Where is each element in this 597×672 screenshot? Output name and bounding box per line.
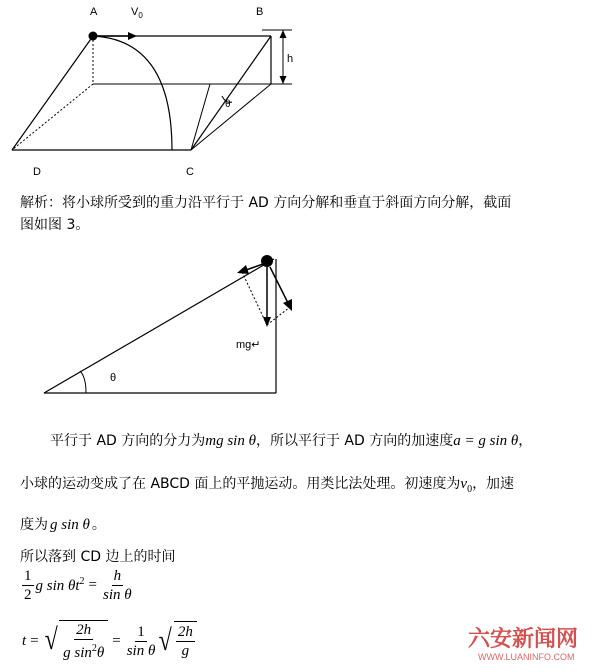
theta-arc-2 <box>80 371 86 393</box>
dashed-1 <box>242 272 267 325</box>
p4-text-2: 。 <box>91 517 106 533</box>
label-mg: mg↵ <box>236 339 261 351</box>
p3-formula-v0: $v_0$ <box>460 476 473 495</box>
paragraph-5: 所以落到 CD 边上的时间 <box>20 549 176 565</box>
eq2-equals-1: = <box>30 632 39 649</box>
equation-2 <box>22 620 197 662</box>
p3-text-1: 小球的运动变成了在 ABCD 面上的平抛运动。用类比法处理。初速度为 <box>20 476 461 492</box>
paragraph-1-continued: 图如图 3。 <box>20 217 90 233</box>
paragraph-3 <box>20 475 514 499</box>
ball <box>89 32 98 41</box>
label-a: A <box>90 6 98 18</box>
watermark-logo: 六安新闻网 <box>468 627 579 652</box>
eq2-sqrt-2: √ $\frac{2h}{g}$ <box>157 621 196 661</box>
label-h: h <box>287 53 294 65</box>
eq2-equals-2: = <box>112 632 121 649</box>
watermark-url: WWW.LUANINFO.COM <box>478 652 575 662</box>
eq1-equals: = <box>88 577 98 593</box>
h-arrow-up <box>280 30 287 38</box>
eq2-sqrt-1: √ $\frac{2h}{g \sin^2\theta}$ <box>43 620 109 662</box>
figure-2 <box>0 245 597 405</box>
label-theta-1: θ <box>225 99 231 110</box>
component-parallel-head <box>237 265 249 274</box>
component-perpendicular <box>270 267 288 303</box>
eq2-t: t <box>22 632 27 649</box>
paragraph-2 <box>50 432 532 450</box>
eq1-rhs-fraction: $\frac{h}{\text{sin θ}}$ <box>103 568 132 603</box>
label-b: B <box>256 6 264 18</box>
trajectory-curve <box>93 36 172 150</box>
eq1-lhs: g $\sin \theta t^2$ <box>35 576 85 594</box>
p2-text-1: 平行于 AD 方向的分力为 <box>50 433 206 449</box>
label-v0: $V_0$ <box>131 6 143 20</box>
p2-text-2: ，所以平行于 AD 方向的加速度 <box>255 433 454 449</box>
incline-hypotenuse <box>44 259 274 393</box>
gravity-arrowhead <box>263 317 271 327</box>
equation-1 <box>22 567 134 604</box>
figure-1 <box>0 0 597 185</box>
p4-formula: g sin θ <box>50 517 90 533</box>
edge-ad <box>12 36 93 150</box>
label-c: C <box>186 166 194 178</box>
velocity-arrowhead <box>128 32 137 40</box>
p2-text-3: ， <box>518 433 533 449</box>
paragraph-4 <box>20 516 106 534</box>
paragraph-1: 解析：将小球所受到的重力沿平行于 AD 方向分解和垂直于斜面方向分解，截面 <box>20 195 512 211</box>
eq1-half-fraction: $\frac{1}{2}$ <box>24 568 32 603</box>
p2-formula-1: mg sin θ <box>205 433 256 449</box>
p3-text-2: ，加速 <box>472 476 515 492</box>
inner-slope <box>191 84 210 150</box>
dashed-2 <box>267 307 290 325</box>
ball-2 <box>261 255 273 267</box>
p2-formula-2: a = g sin θ <box>453 433 519 449</box>
eq2-fraction: $\frac{1}{\text{sin θ}}$ <box>126 623 156 659</box>
edge-bc <box>191 36 271 150</box>
label-theta-2: θ <box>110 372 117 384</box>
p4-text-1: 度为 <box>20 517 48 533</box>
h-arrow-down <box>280 76 287 84</box>
label-d: D <box>33 166 41 178</box>
